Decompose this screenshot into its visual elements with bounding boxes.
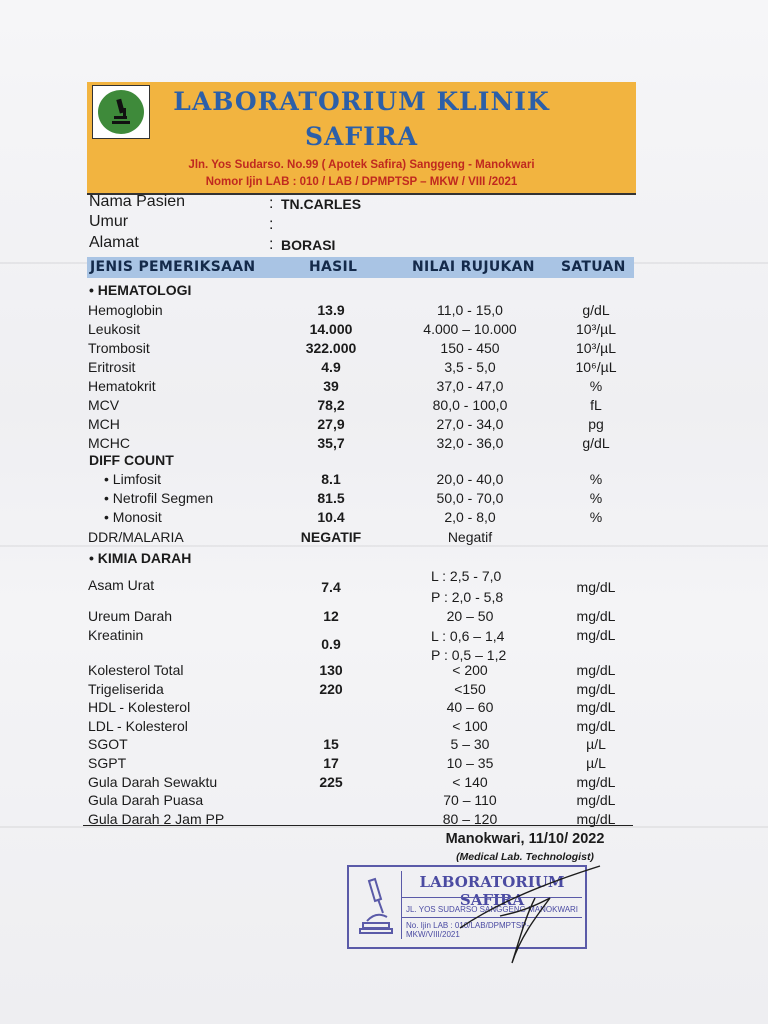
table-bottom-rule bbox=[83, 825, 633, 826]
test-unit: mg/dL bbox=[576, 773, 616, 790]
table-row bbox=[0, 608, 768, 626]
test-result: NEGATIF bbox=[300, 529, 362, 545]
table-row bbox=[0, 321, 768, 339]
test-reference: 150 - 450 bbox=[440, 340, 500, 356]
patient-name-value: TN.CARLES bbox=[281, 196, 362, 212]
test-unit: 10³/µL bbox=[576, 321, 616, 337]
table-row bbox=[0, 471, 768, 489]
test-name: • Limfosit bbox=[104, 471, 162, 487]
table-row bbox=[0, 340, 768, 358]
test-unit: mg/dL bbox=[576, 717, 616, 734]
test-unit: % bbox=[589, 378, 603, 394]
table-row bbox=[0, 509, 768, 527]
test-reference: 3,5 - 5,0 bbox=[444, 359, 496, 375]
stamp-address: JL. YOS SUDARSO SANGGENG MANOKWARI bbox=[406, 905, 579, 914]
test-result: 322.000 bbox=[305, 340, 357, 356]
table-row bbox=[0, 378, 768, 396]
table-row bbox=[0, 792, 768, 810]
table-row bbox=[0, 529, 768, 547]
test-result: 27,9 bbox=[317, 416, 345, 432]
table-row bbox=[0, 416, 768, 434]
test-result: 130 bbox=[319, 662, 343, 678]
patient-name-label: Nama Pasien bbox=[89, 193, 186, 210]
test-name: • Netrofil Segmen bbox=[104, 490, 214, 506]
test-reference-female: P : 2,0 - 5,8 bbox=[431, 589, 504, 605]
patient-age-label: Umur bbox=[89, 213, 129, 230]
test-unit: µ/L bbox=[586, 736, 606, 753]
test-reference: < 100 bbox=[452, 717, 488, 734]
test-reference: < 200 bbox=[452, 662, 488, 678]
test-unit: mg/dL bbox=[576, 608, 616, 624]
test-result: 12 bbox=[323, 608, 339, 624]
test-result: 10.4 bbox=[317, 509, 345, 525]
header-result: HASIL bbox=[309, 259, 358, 275]
header-reference: NILAI RUJUKAN bbox=[412, 259, 535, 275]
test-name: Hemoglobin bbox=[88, 302, 163, 318]
lab-license: Nomor Ijin LAB : 010 / LAB / DPMPTSP – MKW / VIII /2021 bbox=[205, 176, 518, 188]
test-reference: 70 – 110 bbox=[443, 792, 497, 809]
stamp-title: LABORATORIUM SAFIRA bbox=[419, 873, 565, 909]
table-row bbox=[0, 811, 768, 829]
test-result: 14.000 bbox=[309, 321, 353, 337]
test-reference: 32,0 - 36,0 bbox=[436, 435, 504, 451]
test-name: Trombosit bbox=[88, 340, 150, 356]
test-reference: 20,0 - 40,0 bbox=[436, 471, 504, 487]
test-result: 78,2 bbox=[317, 397, 345, 413]
signatory-role: (Medical Lab. Technologist) bbox=[456, 851, 594, 863]
lab-name-line1: LABORATORIUM KLINIK bbox=[173, 87, 550, 116]
test-unit: % bbox=[589, 490, 603, 506]
test-unit: mg/dL bbox=[576, 662, 616, 678]
stamp-license: No. Ijin LAB : 010/LAB/DPMPTSP-MKW/VIII/2021 bbox=[406, 921, 530, 939]
test-unit: µ/L bbox=[586, 755, 606, 771]
header-test-name: JENIS PEMERIKSAAN bbox=[90, 259, 256, 275]
test-unit: mg/dL bbox=[576, 627, 616, 643]
lab-address: Jln. Yos Sudarso. No.99 ( Apotek Safira) Sanggeng - Manokwari bbox=[188, 159, 535, 171]
test-unit: mg/dL bbox=[576, 680, 616, 697]
test-reference: 5 – 30 bbox=[450, 736, 490, 753]
test-reference: <150 bbox=[454, 680, 486, 697]
test-name: HDL - Kolesterol bbox=[88, 699, 191, 716]
test-unit: mg/dL bbox=[576, 579, 616, 595]
test-unit: g/dL bbox=[582, 302, 610, 318]
table-row bbox=[0, 736, 768, 754]
test-name: Leukosit bbox=[88, 321, 141, 337]
test-reference: 20 – 50 bbox=[446, 608, 494, 624]
results-table-header bbox=[87, 257, 634, 278]
test-name: SGOT bbox=[88, 736, 128, 753]
report-date: Manokwari, 11/10/ 2022 bbox=[445, 831, 605, 847]
test-result: 4.9 bbox=[321, 359, 341, 375]
test-name: Asam Urat bbox=[88, 577, 155, 593]
test-reference: 4.000 – 10.000 bbox=[423, 321, 517, 337]
test-result: 8.1 bbox=[321, 471, 341, 487]
lab-header bbox=[87, 82, 636, 195]
header-unit: SATUAN bbox=[561, 259, 626, 275]
patient-address-label: Alamat bbox=[89, 234, 139, 251]
test-unit: mg/dL bbox=[576, 810, 616, 827]
test-reference: < 140 bbox=[452, 773, 488, 790]
test-name: Gula Darah Puasa bbox=[88, 792, 204, 809]
test-reference: 2,0 - 8,0 bbox=[444, 509, 496, 525]
test-result: 81.5 bbox=[317, 490, 345, 506]
test-name: LDL - Kolesterol bbox=[88, 717, 188, 734]
test-name: • Monosit bbox=[104, 509, 162, 525]
colon: : bbox=[269, 195, 274, 212]
test-name: Eritrosit bbox=[88, 359, 136, 375]
test-unit: g/dL bbox=[582, 435, 610, 451]
patient-address-value: BORASI bbox=[281, 237, 336, 253]
test-result: 225 bbox=[319, 773, 343, 790]
lab-name-line2: SAFIRA bbox=[304, 122, 419, 151]
test-name: Kreatinin bbox=[88, 627, 144, 643]
section-kimia-darah: • KIMIA DARAH bbox=[89, 550, 192, 566]
test-result: 7.4 bbox=[321, 579, 341, 595]
colon: : bbox=[269, 236, 274, 253]
table-row bbox=[0, 755, 768, 773]
colon: : bbox=[269, 216, 274, 233]
test-result: 15 bbox=[323, 736, 339, 753]
test-reference: 11,0 - 15,0 bbox=[437, 302, 503, 318]
test-unit: pg bbox=[588, 416, 604, 432]
test-result: 39 bbox=[323, 378, 339, 394]
test-reference: 50,0 - 70,0 bbox=[436, 490, 504, 506]
test-result: 0.9 bbox=[321, 636, 341, 652]
test-unit: % bbox=[589, 471, 603, 487]
test-unit: % bbox=[589, 509, 603, 525]
section-diff-count: DIFF COUNT bbox=[89, 452, 174, 468]
test-reference: 37,0 - 47,0 bbox=[436, 378, 504, 394]
table-row bbox=[0, 718, 768, 736]
table-row bbox=[0, 397, 768, 415]
table-row bbox=[0, 774, 768, 792]
test-name: Kolesterol Total bbox=[88, 662, 184, 678]
test-name: MCH bbox=[88, 416, 120, 432]
test-unit: mg/dL bbox=[576, 699, 616, 716]
test-name: Ureum Darah bbox=[88, 608, 173, 624]
test-name: MCV bbox=[88, 397, 120, 413]
table-row bbox=[0, 302, 768, 320]
test-reference-female: P : 0,5 – 1,2 bbox=[431, 647, 507, 663]
test-name: Gula Darah Sewaktu bbox=[88, 773, 218, 790]
table-row bbox=[0, 435, 768, 453]
test-name: Gula Darah 2 Jam PP bbox=[88, 810, 225, 827]
test-reference: Negatif bbox=[447, 529, 493, 545]
test-unit: mg/dL bbox=[576, 792, 616, 809]
test-unit: 10³/µL bbox=[576, 340, 616, 356]
table-row bbox=[0, 662, 768, 680]
test-result: 220 bbox=[319, 680, 343, 697]
test-name: MCHC bbox=[88, 435, 130, 451]
test-unit: fL bbox=[590, 397, 602, 413]
table-row bbox=[0, 681, 768, 699]
table-row bbox=[0, 636, 768, 654]
test-result: 17 bbox=[323, 755, 339, 771]
test-name: Hematokrit bbox=[88, 378, 156, 394]
test-reference: 80 – 120 bbox=[442, 810, 498, 827]
table-row bbox=[0, 579, 768, 597]
test-reference: 10 – 35 bbox=[446, 755, 494, 771]
test-reference-male: L : 0,6 – 1,4 bbox=[431, 628, 505, 644]
test-result: 35,7 bbox=[317, 435, 345, 451]
test-name: Trigeliserida bbox=[88, 680, 164, 697]
test-name: SGPT bbox=[88, 755, 127, 771]
table-row bbox=[0, 699, 768, 717]
test-result: 13.9 bbox=[317, 302, 345, 318]
test-reference: 80,0 - 100,0 bbox=[432, 397, 508, 413]
table-row bbox=[0, 359, 768, 377]
test-reference: 40 – 60 bbox=[446, 699, 494, 716]
test-reference: 27,0 - 34,0 bbox=[436, 416, 504, 432]
handwritten-signature bbox=[440, 858, 610, 968]
microscope-icon bbox=[359, 877, 393, 935]
test-reference-male: L : 2,5 - 7,0 bbox=[431, 568, 502, 584]
table-row bbox=[0, 490, 768, 508]
section-hematologi: • HEMATOLOGI bbox=[89, 282, 192, 298]
test-unit: 10⁶/µL bbox=[575, 359, 617, 375]
test-name: DDR/MALARIA bbox=[88, 529, 184, 545]
